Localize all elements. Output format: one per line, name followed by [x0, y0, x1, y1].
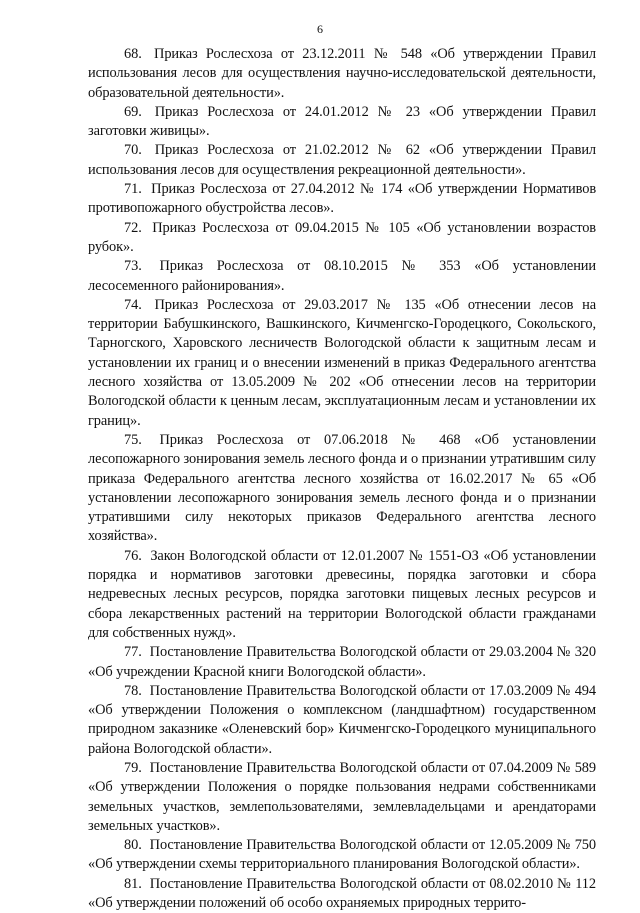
item-number: 79. — [124, 759, 142, 776]
page-number: 6 — [317, 22, 323, 36]
item-number: 74. — [124, 296, 142, 313]
item-text: Постановление Правительства Вологодской области от 29.03.2004 № 320 «Об учреждении Красной книги Вологодской области». — [88, 644, 596, 680]
list-item-68 — [88, 45, 596, 103]
list-item-80 — [88, 836, 596, 875]
item-number: 70. — [124, 142, 142, 159]
list-item-69 — [88, 103, 596, 142]
item-text: Приказ Рослесхоза от 24.01.2012 № 23 «Об утверждении Правил заготовки живицы». — [88, 103, 596, 140]
item-text: Приказ Рослесхоза от 08.10.2015 № 353 «Об установлении лесосеменного районирования». — [88, 258, 596, 294]
item-text: Постановление Правительства Вологодской области от 12.05.2009 № 750 «Об утверждении схемы территориального планирования Вологодской области». — [88, 837, 596, 873]
list-item-73 — [88, 257, 596, 296]
list-item-79 — [88, 759, 596, 836]
item-text: Постановление Правительства Вологодской области от 17.03.2009 № 494 «Об утверждении Положения о комплексном (ландшафтном) государственном природном заказнике «Оленевский бор» Кичменгско-Городецкого муниципального района Вологодской области». — [88, 682, 596, 757]
list-item-75 — [88, 431, 596, 547]
list-item-77 — [88, 643, 596, 682]
item-text: Приказ Рослесхоза от 27.04.2012 № 174 «Об утверждении Нормативов противопожарного обустройства лесов». — [88, 181, 597, 217]
item-text: Приказ Рослесхоза от 29.03.2017 № 135 «Об отнесении лесов на территории Бабушкинского, Вашкинского, Кичменгско-Городецкого, Сокольского, Тарногского, Харовского лесничеств Вологодской области к защитным лесам и установлении их границ и о внесении изменений в приказ Федерального агентства лесного хозяйства от 13.05.2009 № 202 «Об отнесении лесов на территории Вологодской области к ценным лесам, эксплуатационным лесам и установлении их границ». — [88, 296, 597, 429]
document-body — [88, 45, 596, 913]
list-item-71 — [88, 180, 596, 219]
item-number: 76. — [124, 547, 142, 564]
item-text: Приказ Рослесхоза от 09.04.2015 № 105 «Об установлении возрастов рубок». — [88, 219, 596, 255]
item-number: 68. — [124, 46, 142, 62]
item-number: 69. — [124, 103, 142, 120]
item-text: Закон Вологодской области от 12.01.2007 № 1551-ОЗ «Об установлении порядка и нормативов заготовки древесины, порядка заготовки и сбора недревесных лесных ресурсов, порядка заготовки пищевых лесных ресурсов и сбора лекарственных растений на территории Вологодской области гражданами для собственных нужд». — [88, 547, 596, 641]
list-item-81 — [88, 875, 596, 913]
item-text: Постановление Правительства Вологодской области от 08.02.2010 № 112 «Об утверждении положений об особо охраняемых природных террито- — [88, 875, 597, 912]
item-number: 71. — [124, 181, 142, 198]
list-item-78 — [88, 682, 596, 759]
item-text: Постановление Правительства Вологодской области от 07.04.2009 № 589 «Об утверждении Положения о порядке пользования недрами собственниками земельных участков, землепользователями, землевладельцами и арендаторами земельных участков». — [88, 759, 596, 834]
item-number: 73. — [124, 258, 142, 275]
list-item-72 — [88, 219, 596, 258]
item-number: 77. — [124, 644, 142, 661]
item-number: 81. — [124, 875, 142, 892]
item-text: Приказ Рослесхоза от 21.02.2012 № 62 «Об утверждении Правил использования лесов для осуществления рекреационной деятельности». — [88, 142, 596, 178]
item-number: 80. — [124, 837, 142, 854]
list-item-74 — [88, 296, 596, 431]
list-item-70 — [88, 141, 596, 180]
list-item-76 — [88, 547, 596, 643]
item-text: Приказ Рослесхоза от 23.12.2011 № 548 «Об утверждении Правил использования лесов для осуществления научно-исследовательской деятельности, образовательной деятельности». — [88, 46, 596, 101]
item-number: 72. — [124, 219, 142, 236]
item-number: 75. — [124, 431, 142, 448]
item-text: Приказ Рослесхоза от 07.06.2018 № 468 «Об установлении лесопожарного зонирования земель лесного фонда и о признании утратившим силу приказа Федерального агентства лесного хозяйства от 16.02.2017 № 65 «Об установлении лесопожарного зонирования земель лесного фонда и о признании утратившими силу некоторых приказов Федерального агентства лесного хозяйства». — [88, 431, 596, 545]
item-number: 78. — [124, 682, 142, 699]
